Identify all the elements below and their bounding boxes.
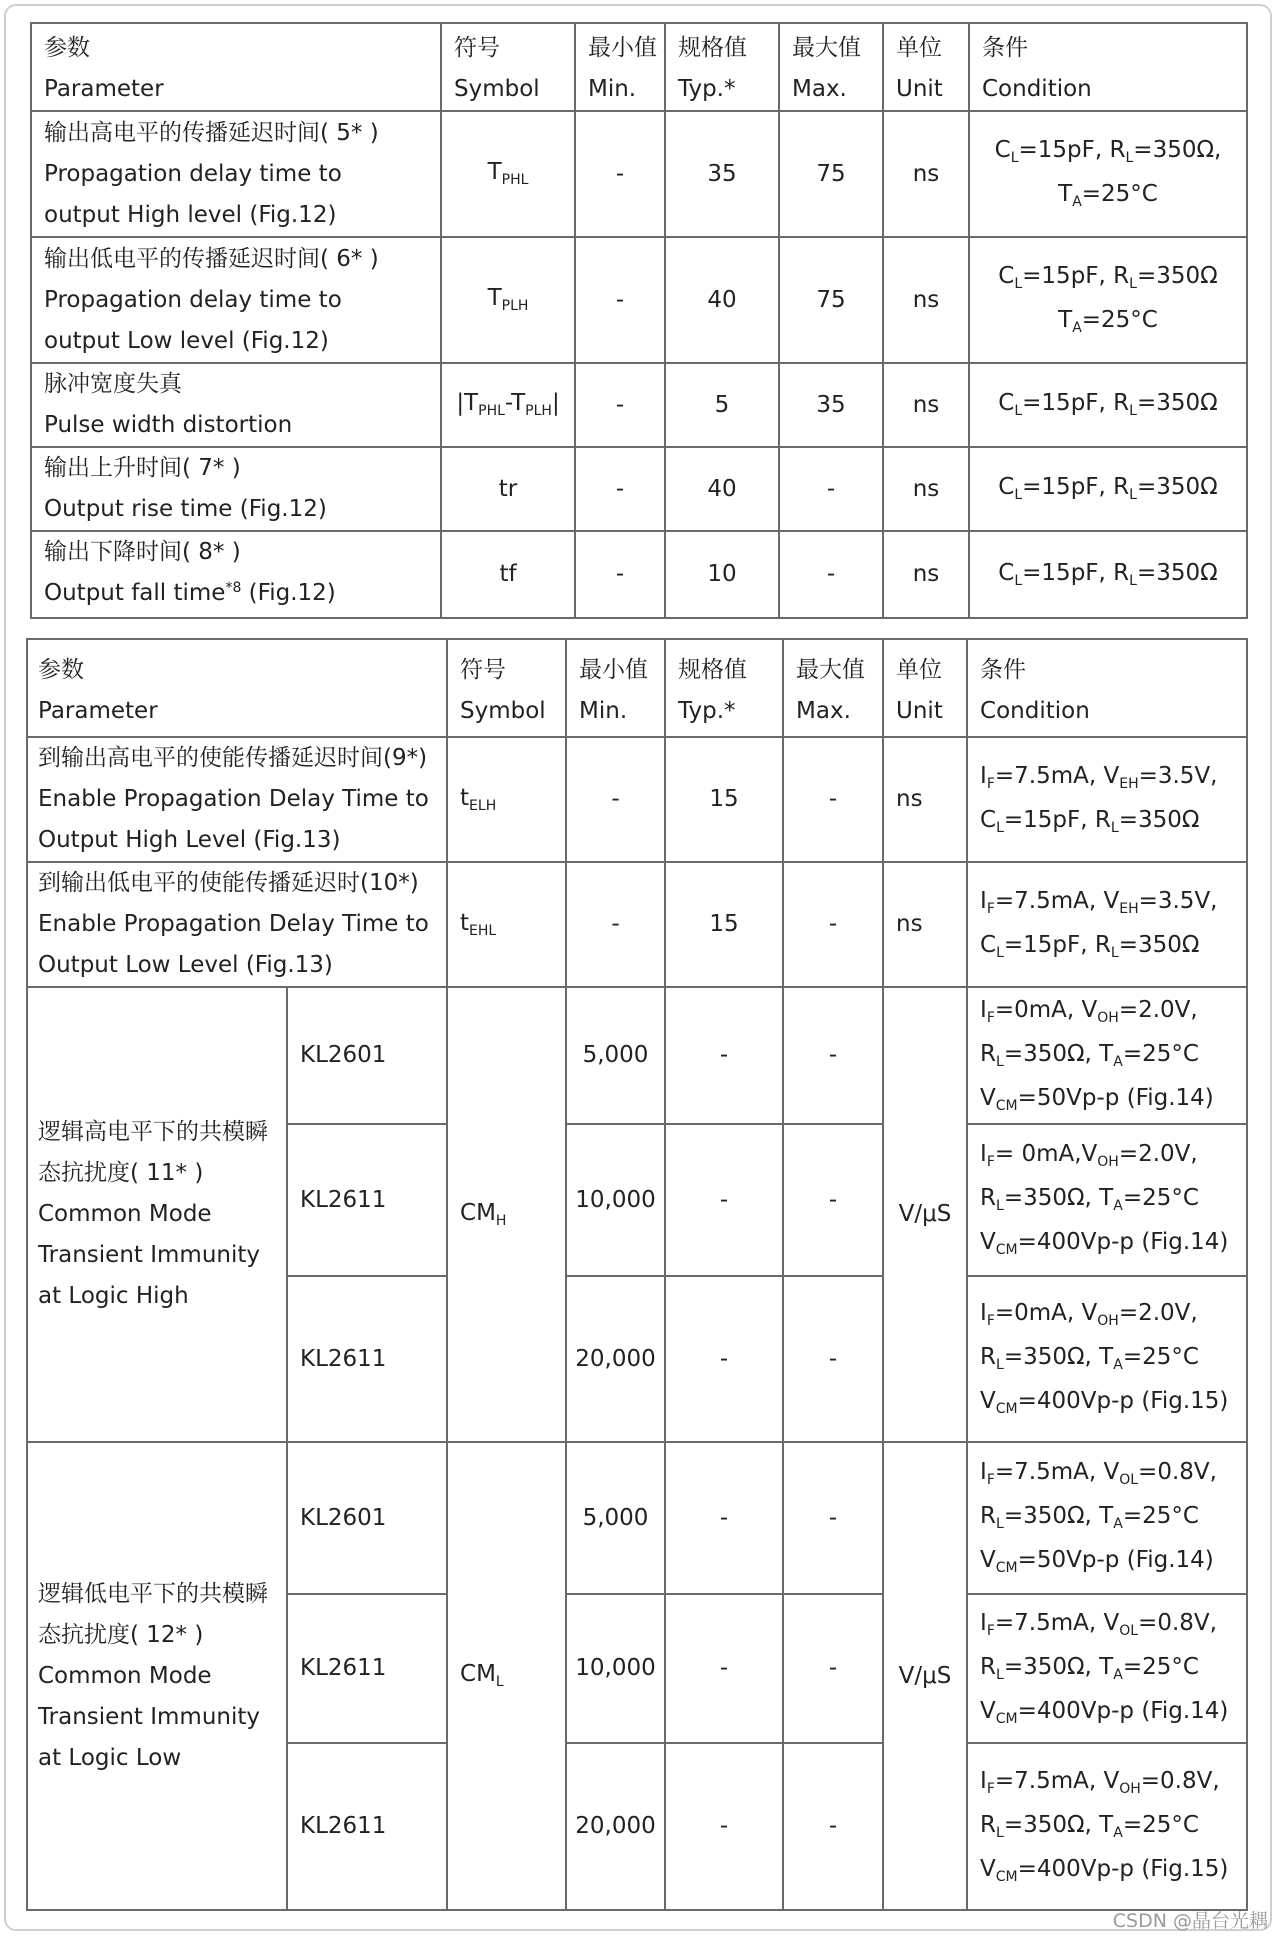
- model-cell: KL2611: [287, 1594, 447, 1743]
- min-cell: -: [575, 363, 665, 447]
- max-cell: -: [783, 862, 883, 987]
- param-cell: 逻辑高电平下的共模瞬 态抗扰度( 11* ) Common Mode Transient Immunity at Logic High: [27, 987, 287, 1442]
- table-row: [31, 447, 1247, 531]
- param-cell: 输出高电平的传播延迟时间( 5* ) Propagation delay time to output High level (Fig.12): [31, 111, 441, 237]
- header-max: 最大值 Max.: [783, 639, 883, 737]
- unit-cell: ns: [883, 363, 969, 447]
- param-cell: 逻辑低电平下的共模瞬 态抗扰度( 12* ) Common Mode Transient Immunity at Logic Low: [27, 1442, 287, 1910]
- unit-cell: ns: [883, 531, 969, 618]
- param-cell: 输出低电平的传播延迟时间( 6* ) Propagation delay time to output Low level (Fig.12): [31, 237, 441, 363]
- condition-cell: $I_F=7.5mA$, $V_{EH}=3.5V$, $C_L=15pF$, $R_L=350\Omega$: [967, 737, 1247, 862]
- max-cell: -: [783, 1442, 883, 1594]
- typ-cell: 10: [665, 531, 779, 618]
- table-row: [31, 237, 1247, 363]
- param-cell: 到输出低电平的使能传播延迟时(10*) Enable Propagation Delay Time to Output Low Level (Fig.13): [27, 862, 447, 987]
- typ-cell: -: [665, 1442, 783, 1594]
- table-row: [27, 987, 1247, 1124]
- min-cell: 5,000: [566, 987, 665, 1124]
- max-cell: -: [779, 447, 883, 531]
- max-cell: -: [783, 1743, 883, 1910]
- condition-cell: $I_F=7.5mA$, $V_{EH}=3.5V$, $C_L=15pF$, $R_L=350\Omega$: [967, 862, 1247, 987]
- model-cell: KL2611: [287, 1276, 447, 1442]
- typ-cell: 40: [665, 447, 779, 531]
- condition-cell: $C_L=15pF$, $R_L=350\Omega$, $T_A=25^\circ C$: [969, 111, 1247, 237]
- symbol-cell: $T_{PLH}$: [441, 237, 575, 363]
- unit-cell: V/μS: [883, 1442, 967, 1910]
- symbol-cell: $|T_{PHL}-T_{PLH}|$: [441, 363, 575, 447]
- typ-cell: 15: [665, 862, 783, 987]
- table-header-row: [27, 639, 1247, 737]
- min-cell: -: [566, 862, 665, 987]
- min-cell: 20,000: [566, 1276, 665, 1442]
- param-cell: 输出上升时间( 7* ) Output rise time (Fig.12): [31, 447, 441, 531]
- param-cell: 输出下降时间( 8* ) Output fall time$^{*8}$ (Fig.12): [31, 531, 441, 618]
- header-min: 最小值 Min.: [575, 23, 665, 111]
- max-cell: 75: [779, 111, 883, 237]
- header-unit: 单位 Unit: [883, 23, 969, 111]
- max-cell: -: [783, 1276, 883, 1442]
- max-cell: -: [783, 987, 883, 1124]
- header-condition: 条件 Condition: [969, 23, 1247, 111]
- table-row: [31, 363, 1247, 447]
- symbol-cell: $t_{ELH}$: [447, 737, 566, 862]
- table-row: [27, 862, 1247, 987]
- condition-cell: $I_F=0mA$, $V_{OH}=2.0V$, $R_L=350\Omega$, $T_A=25^\circ C$ $V_{CM}=400Vp-p$ (Fig.15): [967, 1276, 1247, 1442]
- min-cell: -: [575, 447, 665, 531]
- symbol-cell: $t_{EHL}$: [447, 862, 566, 987]
- typ-cell: -: [665, 1594, 783, 1743]
- table-row: [27, 737, 1247, 862]
- table-row: [27, 1442, 1247, 1594]
- model-cell: KL2611: [287, 1124, 447, 1276]
- table-header-row: [31, 23, 1247, 111]
- typ-cell: 15: [665, 737, 783, 862]
- header-parameter: 参数 Parameter: [27, 639, 447, 737]
- typ-cell: 40: [665, 237, 779, 363]
- symbol-cell: tr: [441, 447, 575, 531]
- typ-cell: -: [665, 987, 783, 1124]
- max-cell: -: [783, 1124, 883, 1276]
- condition-cell: $I_F= 0mA,V_{OH}=2.0V$, $R_L=350\Omega$, $T_A=25^\circ C$ $V_{CM}=400Vp-p$ (Fig.14): [967, 1124, 1247, 1276]
- unit-cell: ns: [883, 237, 969, 363]
- condition-cell: $C_L=15pF$, $R_L=350\Omega$ $T_A=25^\circ C$: [969, 237, 1247, 363]
- condition-cell: $I_F=7.5mA$, $V_{OL}=0.8V$, $R_L=350\Omega$, $T_A=25^\circ C$ $V_{CM}=50Vp-p$ (Fig.14): [967, 1442, 1247, 1594]
- min-cell: -: [575, 237, 665, 363]
- min-cell: 10,000: [566, 1124, 665, 1276]
- header-symbol: 符号 Symbol: [441, 23, 575, 111]
- param-cell: 脉冲宽度失真 Pulse width distortion: [31, 363, 441, 447]
- min-cell: 5,000: [566, 1442, 665, 1594]
- param-cell: 到输出高电平的使能传播延迟时间(9*) Enable Propagation Delay Time to Output High Level (Fig.13): [27, 737, 447, 862]
- max-cell: -: [783, 737, 883, 862]
- watermark-text: CSDN @晶台光耦: [1112, 1910, 1268, 1932]
- unit-cell: ns: [883, 737, 967, 862]
- typ-cell: 35: [665, 111, 779, 237]
- header-typ: 规格值 Typ.*: [665, 639, 783, 737]
- typ-cell: -: [665, 1124, 783, 1276]
- max-cell: -: [779, 531, 883, 618]
- min-cell: -: [566, 737, 665, 862]
- min-cell: 20,000: [566, 1743, 665, 1910]
- condition-cell: $I_F=7.5mA$, $V_{OL}=0.8V$, $R_L=350\Omega$, $T_A=25^\circ C$ $V_{CM}=400Vp-p$ (Fig.14): [967, 1594, 1247, 1743]
- symbol-cell: $CM_L$: [447, 1442, 566, 1910]
- common-mode-table: [26, 638, 1248, 1911]
- unit-cell: ns: [883, 111, 969, 237]
- model-cell: KL2601: [287, 1442, 447, 1594]
- typ-cell: -: [665, 1743, 783, 1910]
- condition-cell: $C_L=15pF$, $R_L=350\Omega$: [969, 447, 1247, 531]
- unit-cell: ns: [883, 447, 969, 531]
- max-cell: 35: [779, 363, 883, 447]
- model-cell: KL2611: [287, 1743, 447, 1910]
- symbol-cell: $CM_H$: [447, 987, 566, 1442]
- header-condition: 条件 Condition: [967, 639, 1247, 737]
- min-cell: -: [575, 111, 665, 237]
- model-cell: KL2601: [287, 987, 447, 1124]
- symbol-cell: $T_{PHL}$: [441, 111, 575, 237]
- typ-cell: -: [665, 1276, 783, 1442]
- header-unit: 单位 Unit: [883, 639, 967, 737]
- propagation-delay-table: [30, 22, 1248, 619]
- min-cell: -: [575, 531, 665, 618]
- header-max: 最大值 Max.: [779, 23, 883, 111]
- header-typ: 规格值 Typ.*: [665, 23, 779, 111]
- header-parameter: 参数 Parameter: [31, 23, 441, 111]
- condition-cell: $C_L=15pF$, $R_L=350\Omega$: [969, 531, 1247, 618]
- min-cell: 10,000: [566, 1594, 665, 1743]
- table-row: [31, 111, 1247, 237]
- max-cell: -: [783, 1594, 883, 1743]
- unit-cell: V/μS: [883, 987, 967, 1442]
- table-row: [31, 531, 1247, 618]
- symbol-cell: tf: [441, 531, 575, 618]
- unit-cell: ns: [883, 862, 967, 987]
- condition-cell: $I_F=7.5mA$, $V_{OH}=0.8V$, $R_L=350\Omega$, $T_A=25^\circ C$ $V_{CM}=400Vp-p$ (Fig.15): [967, 1743, 1247, 1910]
- header-min: 最小值 Min.: [566, 639, 665, 737]
- condition-cell: $C_L=15pF$, $R_L=350\Omega$: [969, 363, 1247, 447]
- max-cell: 75: [779, 237, 883, 363]
- typ-cell: 5: [665, 363, 779, 447]
- header-symbol: 符号 Symbol: [447, 639, 566, 737]
- condition-cell: $I_F=0mA$, $V_{OH}=2.0V$, $R_L=350\Omega$, $T_A=25^\circ C$ $V_{CM}=50Vp-p$ (Fig.14): [967, 987, 1247, 1124]
